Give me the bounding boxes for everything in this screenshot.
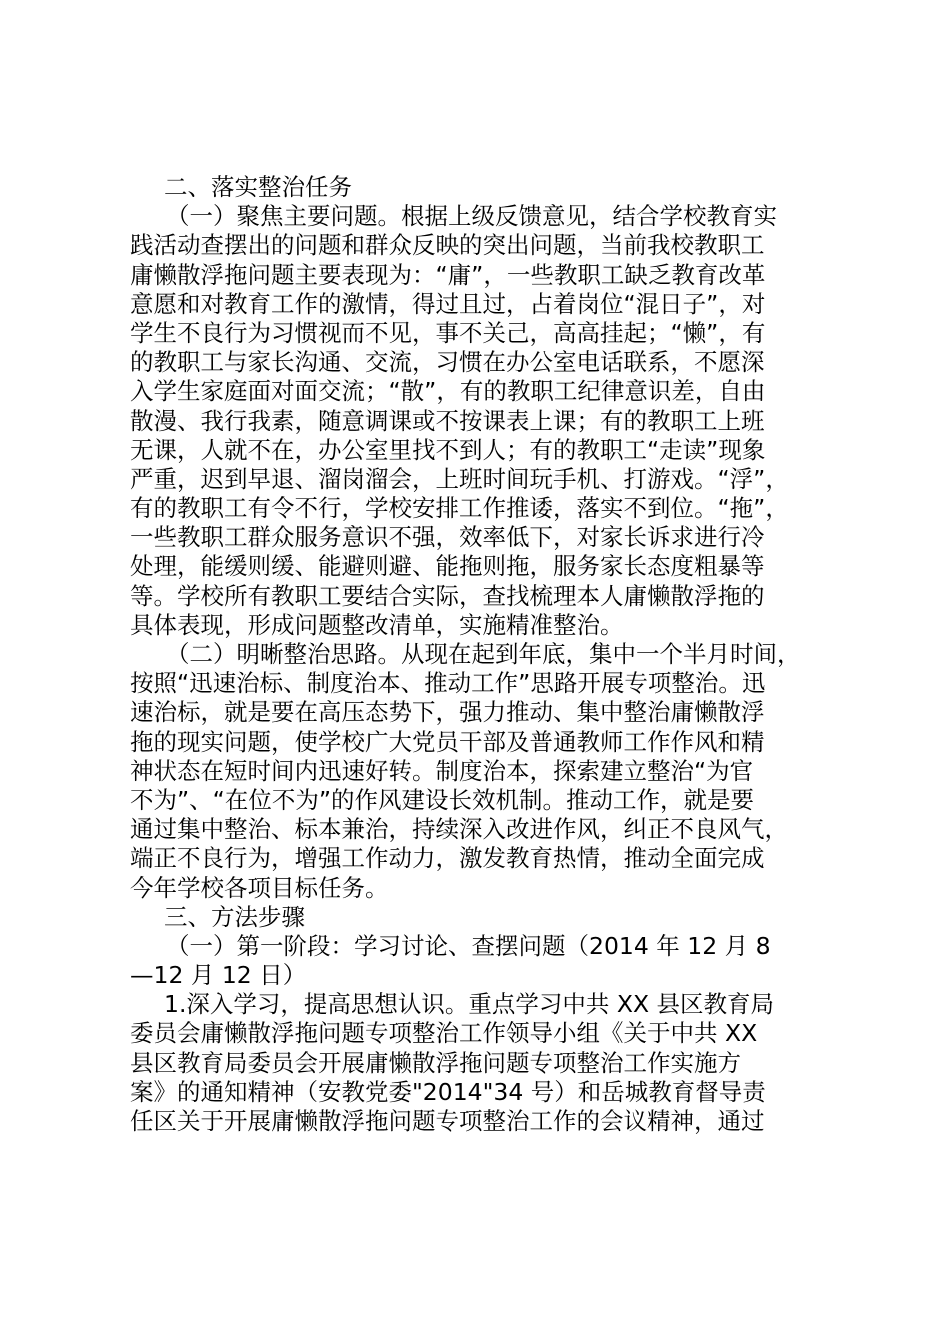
paragraph-line: 拖的现实问题，使学校广大党员干部及普通教师工作作风和精 [130, 727, 765, 756]
paragraph-line: （一）聚焦主要问题。根据上级反馈意见，结合学校教育实 [166, 202, 777, 231]
paragraph-line: 入学生家庭面对面交流；“散”，有的教职工纪律意识差，自由 [130, 377, 766, 406]
paragraph-line: 通过集中整治、标本兼治，持续深入改进作风，纠正不良风气， [130, 815, 788, 844]
paragraph-line: 有的教职工有令不行，学校安排工作推诿，落实不到位。“拖”， [130, 494, 789, 523]
paragraph-line: 今年学校各项目标任务。 [130, 873, 389, 902]
paragraph-line: 具体表现，形成问题整改清单，实施精准整治。 [130, 610, 624, 639]
paragraph-line: 神状态在短时间内迅速好转。制度治本，探索建立整治“为官 [130, 756, 754, 785]
paragraph-line: 学生不良行为习惯视而不见，事不关己，高高挂起；“懒”，有 [130, 318, 766, 347]
paragraph-line: 不为”、“在位不为”的作风建设长效机制。推动工作，就是要 [130, 785, 755, 814]
paragraph-line: 等。学校所有教职工要结合实际，查找梳理本人庸懒散浮拖的 [130, 581, 765, 610]
paragraph-line: 案》的通知精神（安教党委"2014"34 号）和岳城教育督导责 [130, 1077, 766, 1106]
paragraph-line: 端正不良行为，增强工作动力，激发教育热情，推动全面完成 [130, 844, 765, 873]
paragraph-line: 严重，迟到早退、溜岗溜会，上班时间玩手机、打游戏。“浮”， [130, 464, 789, 493]
paragraph-line: —12 月 12 日） [130, 961, 307, 990]
paragraph-line: 处理，能缓则缓、能避则避、能拖则拖，服务家长态度粗暴等 [130, 552, 765, 581]
paragraph-line: 速治标，就是要在高压态势下，强力推动、集中整治庸懒散浮 [130, 698, 765, 727]
paragraph-line: 散漫、我行我素，随意调课或不按课表上课；有的教职工上班 [130, 406, 765, 435]
paragraph-line: 1.深入学习，提高思想认识。重点学习中共 XX 县区教育局 [164, 990, 775, 1019]
paragraph-line: 县区教育局委员会开展庸懒散浮拖问题专项整治工作实施方 [130, 1048, 741, 1077]
paragraph-line: 一些教职工群众服务意识不强，效率低下，对家长诉求进行冷 [130, 523, 765, 552]
section-heading-2: 二、落实整治任务 [164, 173, 352, 201]
paragraph-line: （一）第一阶段：学习讨论、查摆问题（2014 年 12 月 8 [166, 931, 771, 960]
paragraph-line: 的教职工与家长沟通、交流，习惯在办公室电话联系，不愿深 [130, 348, 765, 377]
paragraph-line: （二）明晰整治思路。从现在起到年底，集中一个半月时间， [166, 640, 801, 668]
section-heading-3: 三、方法步骤 [164, 902, 305, 931]
paragraph-line: 践活动查摆出的问题和群众反映的突出问题，当前我校教职工 [130, 231, 765, 260]
paragraph-line: 意愿和对教育工作的激情，得过且过，占着岗位“混日子”，对 [130, 289, 766, 318]
paragraph-line: 按照“迅速治标、制度治本、推动工作”思路开展专项整治。迅 [130, 669, 766, 698]
document-body [130, 173, 855, 1136]
paragraph-line: 无课，人就不在，办公室里找不到人；有的教职工“走读”现象 [130, 435, 766, 464]
paragraph-line: 委员会庸懒散浮拖问题专项整治工作领导小组《关于中共 XX [130, 1019, 758, 1048]
paragraph-line: 任区关于开展庸懒散浮拖问题专项整治工作的会议精神，通过 [130, 1107, 765, 1135]
paragraph-line: 庸懒散浮拖问题主要表现为：“庸”，一些教职工缺乏教育改革 [130, 260, 766, 289]
